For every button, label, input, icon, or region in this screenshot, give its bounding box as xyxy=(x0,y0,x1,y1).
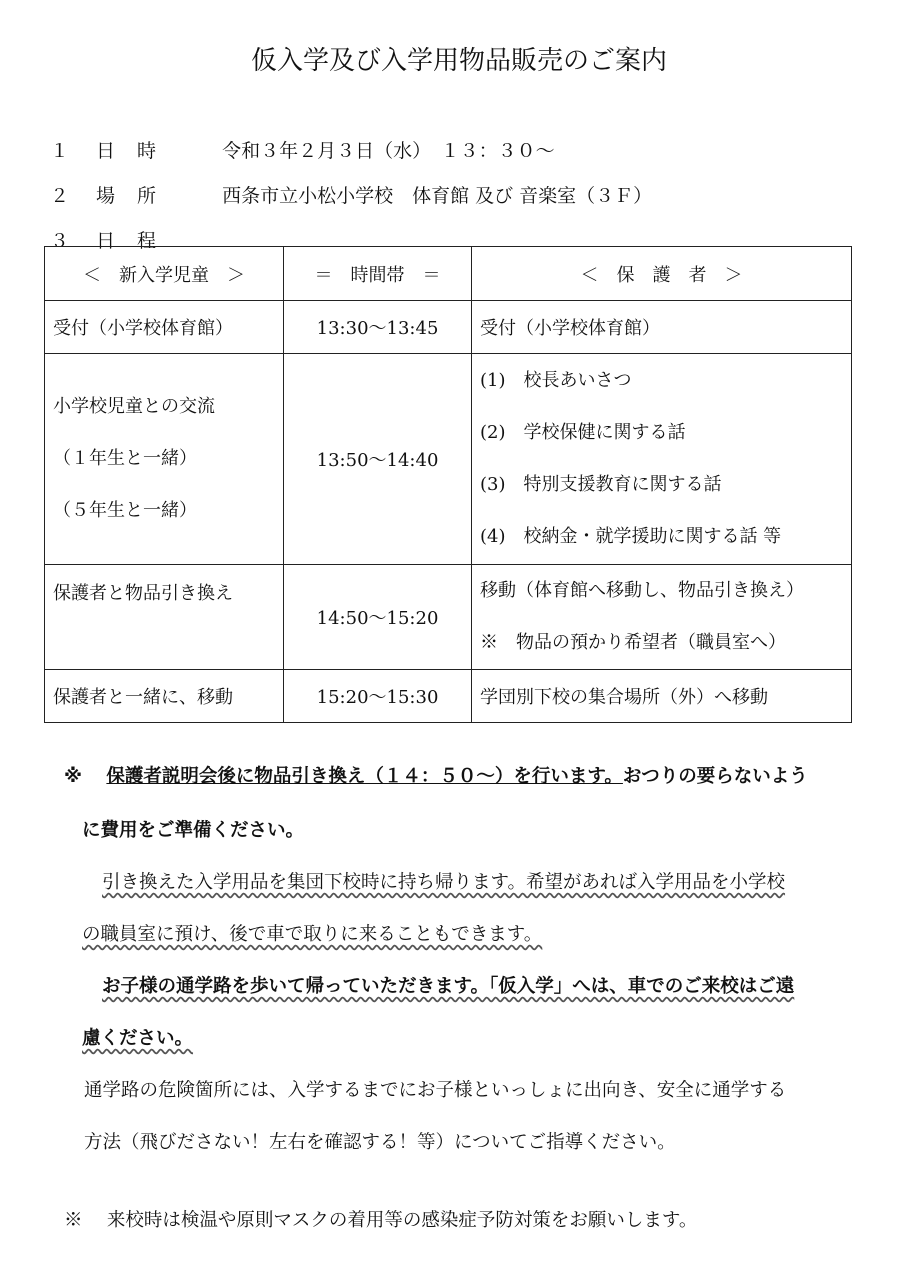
cell-line: (1) 校長あいさつ xyxy=(479,370,632,391)
cell-parent: 学団別下校の集合場所（外）へ移動 xyxy=(471,670,851,723)
cell-parent: 受付（小学校体育館） xyxy=(471,301,851,354)
note-5 xyxy=(64,1208,697,1234)
header-parent: ＜ 保 護 者 ＞ xyxy=(471,247,851,301)
cell-line: (2) 学校保健に関する話 xyxy=(479,422,686,443)
note-1-line-2: に費用をご準備ください。 xyxy=(82,820,305,841)
info-row-place xyxy=(50,181,652,208)
header-child: ＜ 新入学児童 ＞ xyxy=(45,247,284,301)
info-value: 西条市立小松小学校 体育館 及び 音楽室（３Ｆ） xyxy=(222,185,653,207)
cell-parent xyxy=(471,354,851,565)
info-number: ２ xyxy=(50,185,70,207)
cell-time: 15:20～15:30 xyxy=(284,670,472,723)
note-3-line-1: お子様の通学路を歩いて帰っていただきます。「仮入学」へは、車でのご来校はご遠 xyxy=(102,976,795,997)
cell-child: 保護者と一緒に、移動 xyxy=(45,670,284,723)
note-3-line-2: 慮ください。 xyxy=(82,1028,194,1049)
cell-time: 14:50～15:20 xyxy=(284,565,472,670)
document-title: 仮入学及び入学用物品販売のご案内 xyxy=(250,46,667,76)
note-2-line-1: 引き換えた入学用品を集団下校時に持ち帰ります。希望があれば入学用品を小学校 xyxy=(102,872,786,893)
cell-child: 受付（小学校体育館） xyxy=(45,301,284,354)
cell-line: 小学校児童との交流 xyxy=(53,396,215,417)
info-number: ３ xyxy=(50,230,70,252)
table-header-row xyxy=(45,247,852,301)
info-value: 令和３年２月３日（水） １３：３０～ xyxy=(222,140,555,162)
note-mark: ※ xyxy=(64,766,82,787)
note-5-text: 来校時は検温や原則マスクの着用等の感染症予防対策をお願いします。 xyxy=(106,1210,698,1231)
info-row-datetime xyxy=(50,136,555,163)
note-1-line-1 xyxy=(64,764,808,790)
cell-time: 13:30～13:45 xyxy=(284,301,472,354)
info-number: １ xyxy=(50,140,70,162)
note-mark: ※ xyxy=(64,1210,83,1231)
info-label: 日程 xyxy=(96,230,179,252)
cell-line: （５年生と一緒） xyxy=(53,500,197,521)
cell-line: （１年生と一緒） xyxy=(53,448,197,469)
cell-time: 13:50～14:40 xyxy=(284,354,472,565)
cell-child: 保護者と物品引き換え xyxy=(45,565,284,670)
note-4-line-2: 方法（飛びださない！左右を確認する！等）についてご指導ください。 xyxy=(84,1132,676,1153)
note-1-underlined: 保護者説明会後に物品引き換え（１４：５０～）を行います。 xyxy=(106,766,623,787)
table-row xyxy=(45,354,852,565)
cell-parent xyxy=(471,565,851,670)
cell-line: 移動（体育館へ移動し、物品引き換え） xyxy=(479,580,804,601)
cell-line: (3) 特別支援教育に関する話 xyxy=(479,474,722,495)
schedule-table xyxy=(44,246,852,723)
table-row xyxy=(45,565,852,670)
header-time: ＝ 時間帯 ＝ xyxy=(284,247,472,301)
note-4-line-1: 通学路の危険箇所には、入学するまでにお子様といっしょに出向き、安全に通学する xyxy=(84,1080,787,1101)
table-row xyxy=(45,670,852,723)
info-label: 場所 xyxy=(96,185,179,207)
note-1-text: おつりの要らないよう xyxy=(622,766,808,787)
cell-line: ※ 物品の預かり希望者（職員室へ） xyxy=(479,632,786,653)
table-row xyxy=(45,301,852,354)
info-label: 日時 xyxy=(96,140,179,162)
note-2-line-2: の職員室に預け、後で車で取りに来ることもできます。 xyxy=(82,924,543,945)
cell-line: (4) 校納金・就学援助に関する話 等 xyxy=(479,526,782,547)
cell-child xyxy=(45,354,284,565)
